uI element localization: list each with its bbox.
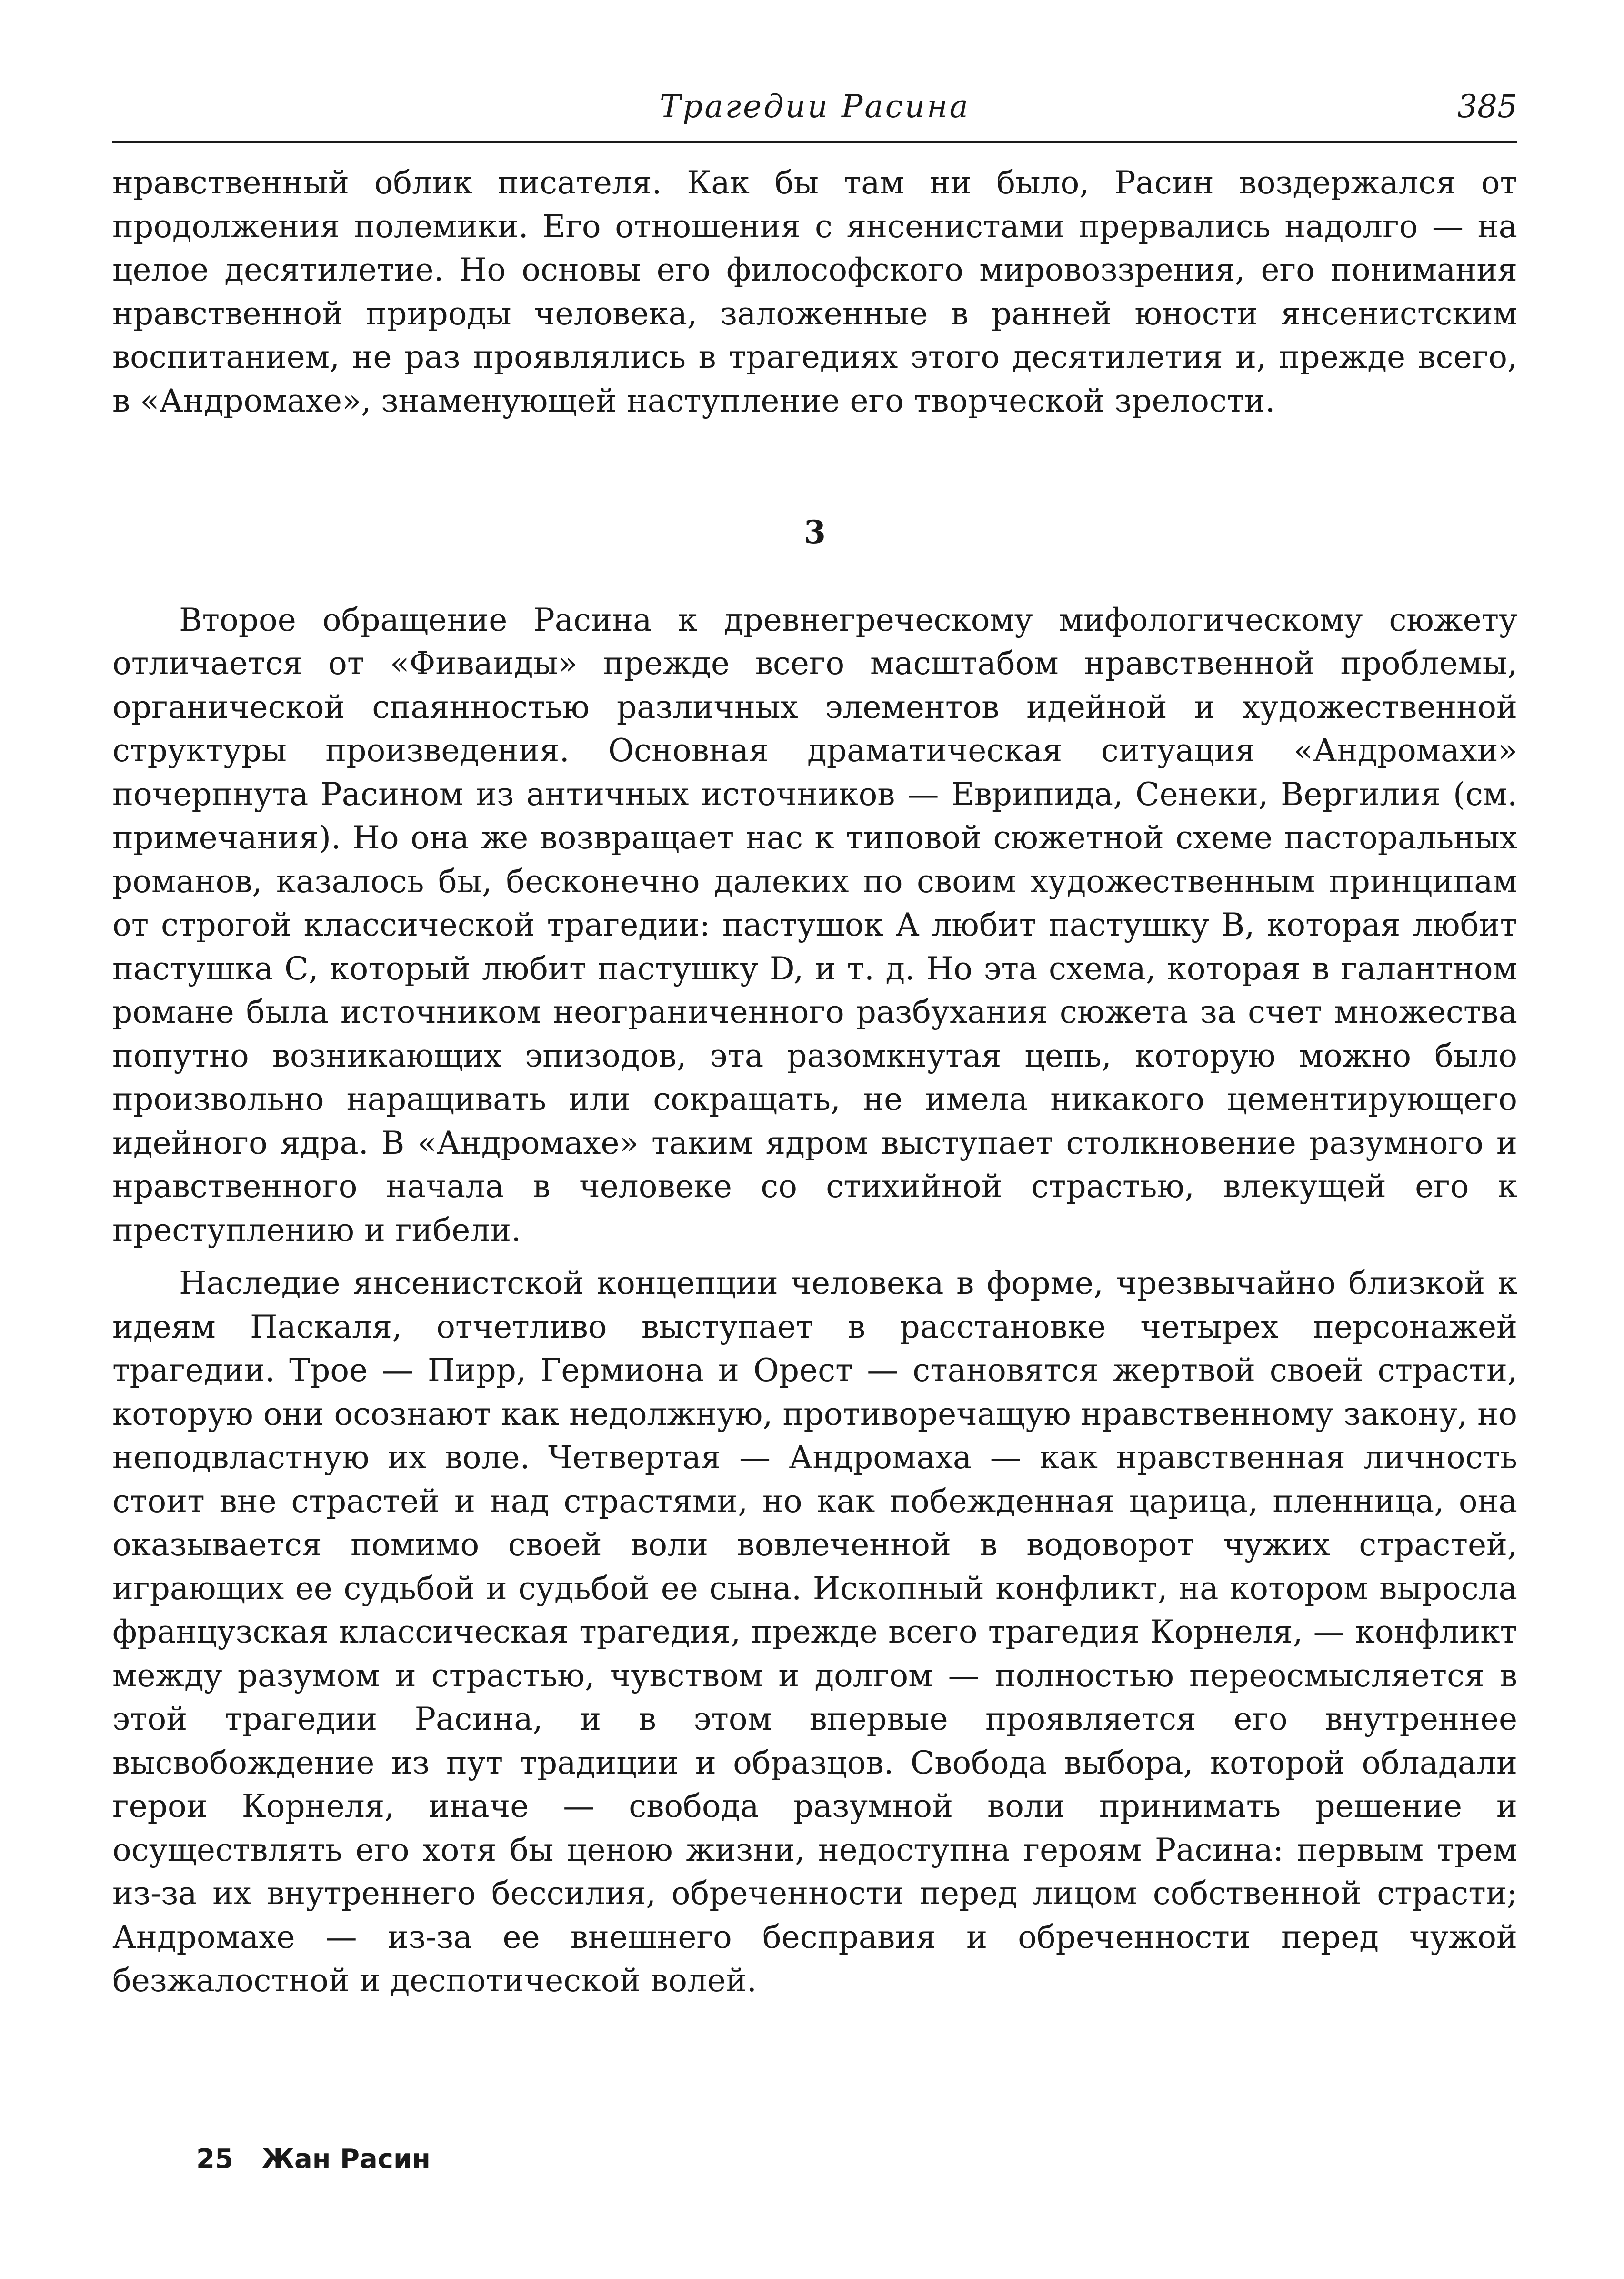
paragraph-continuation: нравственный облик писателя. Как бы там ни было, Расин воздержался от продолжения полемики. Его отношения с янсенистами прервались надолго — на целое десятилетие. Но основы его философского мировоззрения, его понимания нравственной природы человека, заложенные в ранней юности янсенистским воспитанием, не раз проявлялись в трагедиях этого десятилетия и, прежде всего, в «Андромахе», знаменующей наступление его творческой зрелости.	[112, 164, 1517, 419]
signature-number: 25	[196, 2144, 233, 2175]
printer-signature	[196, 2144, 431, 2175]
body-text	[112, 161, 1517, 2003]
paragraph-jansenist-legacy: Наследие янсенистской концепции человека в форме, чрезвычайно близкой к идеям Паскаля, отчетливо выступает в расстановке четырех персонажей трагедии. Трое — Пирр, Гермиона и Орест — становятся жертвой своей страсти, которую они осознают как недолжную, противоречащую нравственному закону, но неподвластную их воле. Четвертая — Андромаха — как нравственная личность стоит вне страстей и над страстями, но как побежденная царица, пленница, она оказывается помимо своей воли вовлеченной в водоворот чужих страстей, играющих ее судьбой и судьбой ее сына. Ископный конфликт, на котором выросла французская классическая трагедия, прежде всего трагедия Корнеля, — конфликт между разумом и страстью, чувством и долгом — полностью переосмысляется в этой трагедии Расина, и в этом впервые проявляется его внутреннее высвобождение из пут традиции и образцов. Свобода выбора, которой обладали герои Корнеля, иначе — свобода разумной воли принимать решение и осуществлять его хотя бы ценою жизни, недоступна героям Расина: первым трем из-за их внутреннего бессилия, обреченности перед лицом собственной страсти; Андромахе — из-за ее внешнего бесправия и обреченности перед чужой безжалостной и деспотической волей.	[112, 1265, 1517, 1999]
signature-text: Жан Расин	[261, 2144, 431, 2175]
running-head	[112, 83, 1517, 143]
running-title: Трагедии Расина	[660, 88, 970, 125]
book-page	[112, 83, 1517, 2003]
paragraph-andromache-intro: Второе обращение Расина к древнегреческому мифологическому сюжету отличается от «Фиваиды» прежде всего масштабом нравственной проблемы, органической спаянностью различных элементов идейной и художественной структуры произведения. Основная драматическая ситуация «Андромахи» почерпнута Расином из античных источников — Еврипида, Сенеки, Вергилия (см. примечания). Но она же возвращает нас к типовой сюжетной схеме пасторальных романов, казалось бы, бесконечно далеких по своим художественным принципам от строгой классической трагедии: пастушок А любит пастушку В, которая любит пастушка С, который любит пастушку D, и т. д. Но эта схема, которая в галантном романе была источником неограниченного разбухания сюжета за счет множества попутно возникающих эпизодов, эта разомкнутая цепь, которую можно было произвольно наращивать или сокращать, не имела никакого цементирующего идейного ядра. В «Андромахе» таким ядром выступает столкновение разумного и нравственного начала в человеке со стихийной страстью, влекущей его к преступлению и гибели.	[112, 601, 1517, 1249]
paragraph-gap	[112, 1252, 1517, 1261]
page-number: 385	[1457, 88, 1517, 125]
section-number: 3	[804, 514, 826, 551]
